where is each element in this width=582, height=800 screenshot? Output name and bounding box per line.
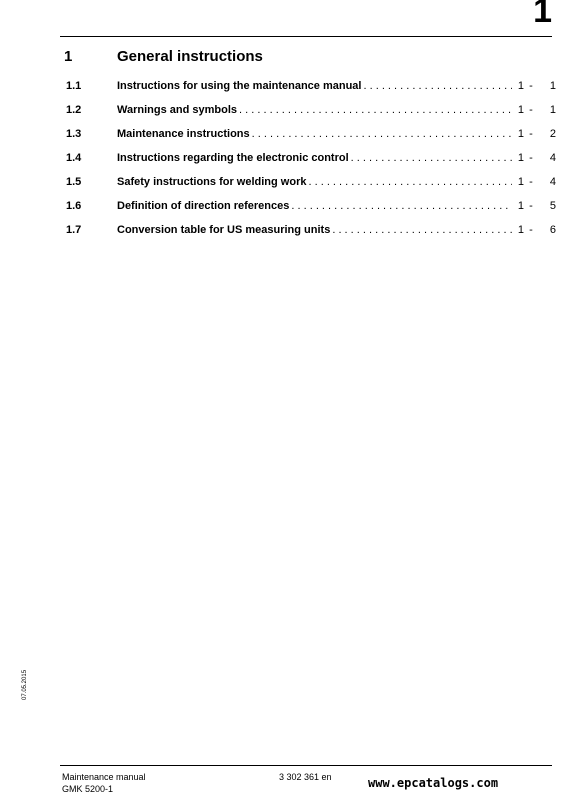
toc-section-title[interactable]: Conversion table for US measuring units bbox=[117, 224, 331, 236]
toc-page-number: 4 bbox=[549, 152, 556, 164]
toc-chapter: 1 bbox=[517, 152, 524, 164]
toc-separator: - bbox=[529, 80, 533, 92]
footer-doc-number: 3 302 361 en bbox=[279, 772, 332, 782]
side-date: 07.05.2015 bbox=[22, 669, 28, 700]
footer-left bbox=[62, 771, 146, 795]
chapter-heading bbox=[64, 48, 263, 65]
toc-row[interactable] bbox=[66, 80, 556, 104]
toc-separator: - bbox=[529, 152, 533, 164]
toc-chapter: 1 bbox=[517, 224, 524, 236]
toc-page-number: 4 bbox=[549, 176, 556, 188]
toc-chapter: 1 bbox=[517, 176, 524, 188]
toc-chapter: 1 bbox=[517, 104, 524, 116]
toc-separator: - bbox=[529, 200, 533, 212]
toc-page-number: 1 bbox=[549, 80, 556, 92]
toc-chapter: 1 bbox=[517, 80, 524, 92]
bottom-rule bbox=[60, 765, 552, 766]
toc-leader-dots bbox=[363, 80, 512, 92]
toc-leader-dots bbox=[239, 104, 512, 116]
toc-section-number: 1.4 bbox=[66, 152, 82, 164]
toc-separator: - bbox=[529, 224, 533, 236]
toc-row[interactable] bbox=[66, 104, 556, 128]
toc-separator: - bbox=[529, 104, 533, 116]
toc-leader-dots bbox=[351, 152, 512, 164]
toc-leader-dots bbox=[252, 128, 512, 140]
toc-section-number: 1.5 bbox=[66, 176, 82, 188]
toc-section-title[interactable]: Maintenance instructions bbox=[117, 128, 250, 140]
chapter-heading-title: General instructions bbox=[117, 48, 263, 65]
toc-section-title[interactable]: Definition of direction references bbox=[117, 200, 290, 212]
toc-section-number: 1.3 bbox=[66, 128, 82, 140]
toc-separator: - bbox=[529, 128, 533, 140]
chapter-number: 1 bbox=[533, 0, 552, 30]
toc-page-number: 1 bbox=[549, 104, 556, 116]
toc-section-number: 1.7 bbox=[66, 224, 82, 236]
toc-leader-dots bbox=[291, 200, 512, 212]
toc-leader-dots bbox=[308, 176, 512, 188]
toc-row[interactable] bbox=[66, 224, 556, 248]
footer-model: GMK 5200-1 bbox=[62, 784, 114, 794]
watermark-link[interactable]: www.epcatalogs.com bbox=[368, 776, 499, 790]
toc-page-number: 2 bbox=[549, 128, 556, 140]
toc-row[interactable] bbox=[66, 200, 556, 224]
toc-section-title[interactable]: Safety instructions for welding work bbox=[117, 176, 307, 188]
toc-page-number: 6 bbox=[549, 224, 556, 236]
table-of-contents bbox=[66, 80, 556, 248]
toc-section-number: 1.2 bbox=[66, 104, 82, 116]
toc-section-title[interactable]: Instructions for using the maintenance manual bbox=[117, 80, 362, 92]
chapter-heading-number: 1 bbox=[64, 48, 73, 65]
toc-section-title[interactable]: Instructions regarding the electronic control bbox=[117, 152, 349, 164]
toc-section-title[interactable]: Warnings and symbols bbox=[117, 104, 238, 116]
toc-page-number: 5 bbox=[549, 200, 556, 212]
toc-leader-dots bbox=[332, 224, 512, 236]
toc-section-number: 1.1 bbox=[66, 80, 82, 92]
toc-section-number: 1.6 bbox=[66, 200, 82, 212]
toc-chapter: 1 bbox=[517, 128, 524, 140]
toc-separator: - bbox=[529, 176, 533, 188]
toc-row[interactable] bbox=[66, 128, 556, 152]
toc-row[interactable] bbox=[66, 176, 556, 200]
toc-row[interactable] bbox=[66, 152, 556, 176]
footer-manual-title: Maintenance manual bbox=[62, 772, 146, 782]
top-rule bbox=[60, 36, 552, 37]
toc-chapter: 1 bbox=[517, 200, 524, 212]
